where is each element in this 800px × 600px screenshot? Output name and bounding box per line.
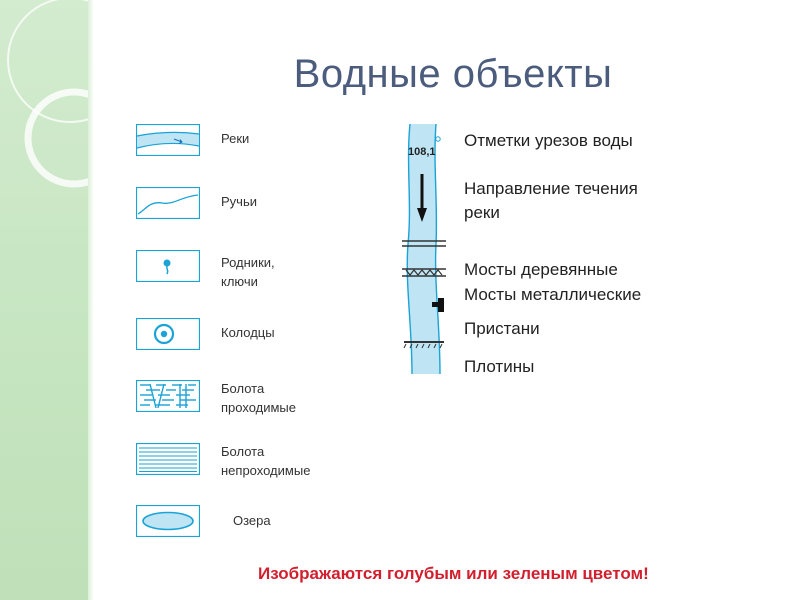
river-strip-diagram bbox=[388, 124, 460, 374]
legend-label-passable-swamps bbox=[221, 379, 296, 417]
elevation-mark-label: 108,1 bbox=[408, 146, 436, 158]
springs-label-line1: Родники, bbox=[221, 255, 275, 270]
flow-direction-line2: реки bbox=[464, 203, 500, 222]
impassable-swamp-symbol-icon bbox=[136, 443, 200, 475]
desc-wooden-bridges: Мосты деревянные bbox=[464, 260, 618, 279]
desc-dams: Плотины bbox=[464, 357, 535, 376]
desc-metal-bridges: Мосты металлические bbox=[464, 285, 642, 304]
page-title: Водные объекты bbox=[293, 52, 613, 96]
impassable-swamps-label-line2: непроходимые bbox=[221, 463, 311, 478]
river-symbol-icon bbox=[136, 124, 200, 156]
desc-piers: Пристани bbox=[464, 319, 540, 338]
passable-swamp-symbol-icon bbox=[136, 380, 200, 412]
stream-symbol-icon bbox=[136, 187, 200, 219]
impassable-swamps-label-line1: Болота bbox=[221, 444, 265, 459]
desc-flow-direction bbox=[464, 177, 638, 225]
springs-label-line2: ключи bbox=[221, 274, 258, 289]
spring-symbol-icon bbox=[136, 250, 200, 282]
passable-swamps-label-line2: проходимые bbox=[221, 400, 297, 415]
legend-label-rivers: Реки bbox=[221, 131, 250, 146]
legend-label-streams: Ручьи bbox=[221, 194, 257, 209]
legend-label-lakes: Озера bbox=[233, 513, 271, 528]
flow-direction-line1: Направление течения bbox=[464, 179, 638, 198]
desc-water-level-marks: Отметки урезов воды bbox=[464, 131, 633, 150]
legend-label-wells: Колодцы bbox=[221, 325, 275, 340]
legend-label-springs bbox=[221, 253, 275, 291]
lake-symbol-icon bbox=[136, 505, 200, 537]
legend-label-impassable-swamps bbox=[221, 442, 310, 480]
color-note: Изображаются голубым или зеленым цветом! bbox=[258, 564, 649, 583]
well-symbol-icon bbox=[136, 318, 200, 350]
passable-swamps-label-line1: Болота bbox=[221, 381, 265, 396]
